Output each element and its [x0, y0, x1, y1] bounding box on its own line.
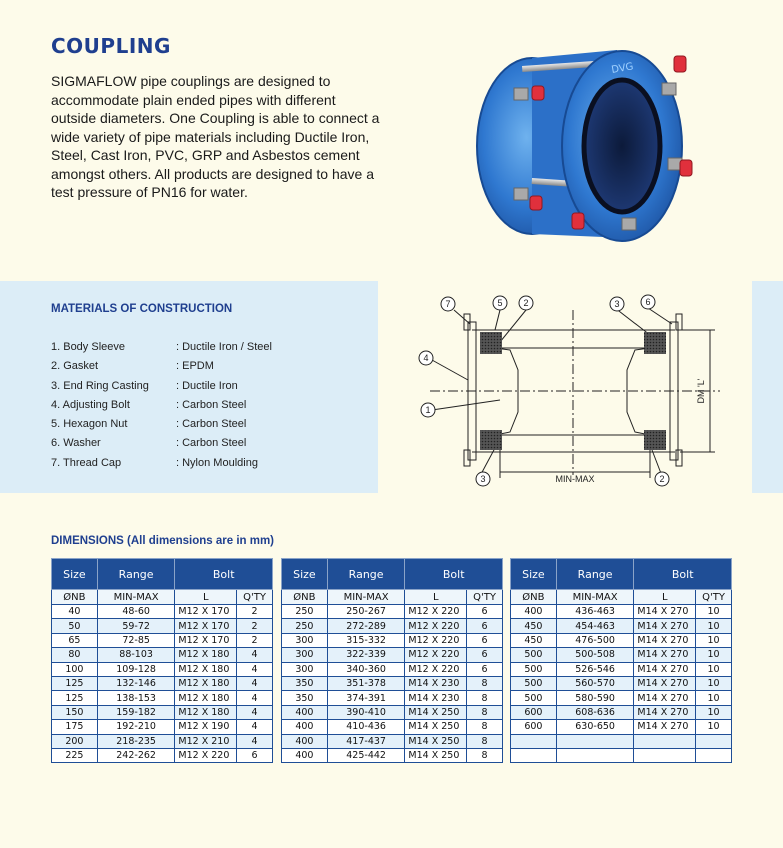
cell-size: 400 — [282, 734, 328, 748]
cell-qty: 4 — [237, 720, 273, 734]
callout-label: 7 — [445, 299, 451, 309]
cell-range: 390-410 — [327, 705, 405, 719]
cell-range: 192-210 — [97, 720, 175, 734]
header-bolt: Bolt — [175, 559, 273, 590]
cell-qty: 8 — [467, 720, 503, 734]
cell-range: 322-339 — [327, 648, 405, 662]
cell-bolt-length: M14 X 270 — [634, 705, 696, 719]
header-nb: ØNB — [282, 590, 328, 605]
table-row — [282, 676, 503, 690]
cell-range: 374-391 — [327, 691, 405, 705]
cell-range: 59-72 — [97, 619, 175, 633]
table-row — [52, 633, 273, 647]
cell-bolt-length: M14 X 230 — [405, 676, 467, 690]
intro-paragraph: SIGMAFLOW pipe couplings are designed to accommodate plain ended pipes with different outside diameters. One Coupling is able to connect a wide variety of pipe materials including Ductile Iron, Steel, Cast Iron, PVC, GRP and Asbestos cement amongst others. All products are designed to have a test pressure of PN16 for water. — [51, 73, 380, 200]
table-row — [511, 720, 732, 734]
cell-qty: 10 — [696, 662, 732, 676]
material-value: : Nylon Moulding — [176, 456, 258, 469]
header-size: Size — [282, 559, 328, 590]
cell-size: 300 — [282, 648, 328, 662]
cell-bolt-length: M12 X 190 — [175, 720, 237, 734]
cell-qty: 10 — [696, 676, 732, 690]
material-name: 4. Adjusting Bolt — [51, 398, 130, 411]
table-row — [52, 605, 273, 619]
material-name: 5. Hexagon Nut — [51, 418, 128, 431]
callout-label: 3 — [614, 299, 620, 309]
callout-label: 2 — [659, 474, 665, 484]
material-item — [51, 360, 272, 379]
cell-size: 250 — [282, 605, 328, 619]
cell-size: 150 — [52, 705, 98, 719]
cell-size: 225 — [52, 748, 98, 762]
cell-range: 425-442 — [327, 748, 405, 762]
table-row — [52, 748, 273, 762]
cell-size: 100 — [52, 662, 98, 676]
table-row — [282, 734, 503, 748]
header-length: L — [175, 590, 237, 605]
callout-label: 1 — [425, 405, 431, 415]
material-item — [51, 399, 272, 418]
dimensions-table — [510, 558, 732, 763]
cell-bolt-length: M12 X 180 — [175, 648, 237, 662]
cell-size — [511, 734, 557, 748]
callout-label: 5 — [497, 298, 503, 308]
cell-range: 218-235 — [97, 734, 175, 748]
cell-bolt-length: M14 X 250 — [405, 720, 467, 734]
cell-range: 250-267 — [327, 605, 405, 619]
dimensions-heading: DIMENSIONS (All dimensions are in mm) — [51, 535, 275, 547]
cell-size: 350 — [282, 691, 328, 705]
table-row — [511, 691, 732, 705]
cell-range: 351-378 — [327, 676, 405, 690]
cell-qty: 4 — [237, 734, 273, 748]
dimensions-table — [51, 558, 273, 763]
materials-heading: MATERIALS OF CONSTRUCTION — [51, 303, 233, 315]
cell-qty: 4 — [237, 648, 273, 662]
cell-size: 500 — [511, 676, 557, 690]
material-name: 6. Washer — [51, 437, 101, 450]
cell-range: 410-436 — [327, 720, 405, 734]
photo-embossed-text: DVG — [610, 61, 635, 76]
cell-size: 450 — [511, 633, 557, 647]
cell-bolt-length: M14 X 230 — [405, 691, 467, 705]
cell-bolt-length: M14 X 250 — [405, 748, 467, 762]
material-value: : Carbon Steel — [176, 437, 247, 450]
cell-size: 250 — [282, 619, 328, 633]
cell-size: 200 — [52, 734, 98, 748]
table-row — [52, 676, 273, 690]
dm-label: DM 'L' — [696, 378, 706, 404]
cell-bolt-length: M14 X 270 — [634, 605, 696, 619]
page-title: COUPLING — [51, 34, 171, 58]
cell-qty: 6 — [237, 748, 273, 762]
cell-size: 500 — [511, 648, 557, 662]
material-value: : Ductile Iron / Steel — [176, 341, 272, 353]
cell-bolt-length: M12 X 220 — [405, 605, 467, 619]
cell-qty — [696, 734, 732, 748]
table-row — [282, 605, 503, 619]
cell-bolt-length: M12 X 180 — [175, 705, 237, 719]
cell-qty: 2 — [237, 605, 273, 619]
table-row — [282, 619, 503, 633]
cell-range: 109-128 — [97, 662, 175, 676]
right-accent-band — [752, 281, 783, 493]
table-row — [52, 619, 273, 633]
callout-label: 4 — [423, 353, 429, 363]
cell-range: 608-636 — [556, 705, 634, 719]
cell-bolt-length: M12 X 180 — [175, 662, 237, 676]
header-nb: ØNB — [52, 590, 98, 605]
header-length: L — [634, 590, 696, 605]
material-value: : Carbon Steel — [176, 418, 247, 431]
header-qty: Q'TY — [237, 590, 273, 605]
table-row — [282, 691, 503, 705]
callout-label: 6 — [645, 297, 651, 307]
cell-qty — [696, 748, 732, 762]
cell-qty: 6 — [467, 648, 503, 662]
material-item — [51, 380, 272, 399]
cell-size — [511, 748, 557, 762]
cell-bolt-length: M12 X 220 — [175, 748, 237, 762]
material-value: : EPDM — [176, 360, 214, 373]
cell-bolt-length: M12 X 220 — [405, 662, 467, 676]
table-row — [52, 648, 273, 662]
cell-qty: 2 — [237, 619, 273, 633]
cell-qty: 6 — [467, 662, 503, 676]
cell-size: 65 — [52, 633, 98, 647]
header-qty: Q'TY — [467, 590, 503, 605]
table-row — [511, 605, 732, 619]
cell-size: 300 — [282, 662, 328, 676]
table-row — [511, 662, 732, 676]
table-row — [282, 633, 503, 647]
cell-size: 400 — [282, 705, 328, 719]
cell-size: 350 — [282, 676, 328, 690]
header-bolt: Bolt — [405, 559, 503, 590]
cell-qty: 6 — [467, 619, 503, 633]
cell-size: 80 — [52, 648, 98, 662]
cell-qty: 8 — [467, 676, 503, 690]
table-row — [511, 676, 732, 690]
cell-bolt-length: M12 X 180 — [175, 691, 237, 705]
cell-qty: 10 — [696, 605, 732, 619]
table-row — [511, 734, 732, 748]
cell-qty: 4 — [237, 691, 273, 705]
cell-qty: 10 — [696, 705, 732, 719]
cell-qty: 10 — [696, 720, 732, 734]
cell-size: 400 — [511, 605, 557, 619]
cell-qty: 2 — [237, 633, 273, 647]
cell-range: 72-85 — [97, 633, 175, 647]
cell-bolt-length: M12 X 220 — [405, 648, 467, 662]
header-size: Size — [52, 559, 98, 590]
table-row — [511, 705, 732, 719]
cell-bolt-length: M12 X 170 — [175, 619, 237, 633]
material-value: : Carbon Steel — [176, 398, 247, 411]
table-row — [52, 734, 273, 748]
cell-range: 159-182 — [97, 705, 175, 719]
cell-bolt-length: M14 X 270 — [634, 662, 696, 676]
cell-bolt-length: M14 X 250 — [405, 705, 467, 719]
header-range: Range — [327, 559, 405, 590]
material-name: 3. End Ring Casting — [51, 379, 149, 392]
cell-range: 132-146 — [97, 676, 175, 690]
header-size: Size — [511, 559, 557, 590]
materials-list — [51, 341, 272, 476]
coupling-photo — [462, 28, 698, 250]
table-row — [511, 748, 732, 762]
cell-bolt-length — [634, 734, 696, 748]
cell-range: 476-500 — [556, 633, 634, 647]
cell-qty: 4 — [237, 705, 273, 719]
material-value: : Ductile Iron — [176, 379, 238, 392]
minmax-label: MIN-MAX — [555, 474, 595, 484]
cell-size: 50 — [52, 619, 98, 633]
cell-bolt-length: M14 X 270 — [634, 648, 696, 662]
cell-bolt-length: M14 X 270 — [634, 691, 696, 705]
cell-size: 125 — [52, 676, 98, 690]
cell-qty: 8 — [467, 734, 503, 748]
cell-range: 436-463 — [556, 605, 634, 619]
cross-section-drawing — [400, 290, 745, 490]
cell-size: 400 — [282, 748, 328, 762]
header-minmax: MIN-MAX — [97, 590, 175, 605]
table-row — [511, 619, 732, 633]
header-range: Range — [97, 559, 175, 590]
callout-label: 2 — [523, 298, 529, 308]
table-row — [511, 633, 732, 647]
cell-range: 417-437 — [327, 734, 405, 748]
table-row — [282, 720, 503, 734]
cell-range: 272-289 — [327, 619, 405, 633]
cell-qty: 10 — [696, 691, 732, 705]
cell-qty: 8 — [467, 705, 503, 719]
cell-range — [556, 748, 634, 762]
cell-bolt-length: M14 X 270 — [634, 676, 696, 690]
header-length: L — [405, 590, 467, 605]
cell-bolt-length: M14 X 250 — [405, 734, 467, 748]
material-item — [51, 457, 272, 476]
cell-qty: 10 — [696, 619, 732, 633]
cell-range: 580-590 — [556, 691, 634, 705]
table-row — [52, 720, 273, 734]
header-nb: ØNB — [511, 590, 557, 605]
material-name: 7. Thread Cap — [51, 456, 122, 469]
cell-qty: 10 — [696, 648, 732, 662]
header-bolt: Bolt — [634, 559, 732, 590]
cell-bolt-length: M14 X 270 — [634, 720, 696, 734]
table-row — [52, 662, 273, 676]
table-row — [511, 648, 732, 662]
cell-qty: 10 — [696, 633, 732, 647]
material-item — [51, 437, 272, 456]
cell-bolt-length: M12 X 220 — [405, 633, 467, 647]
cell-qty: 4 — [237, 676, 273, 690]
cell-bolt-length: M12 X 170 — [175, 633, 237, 647]
cell-size: 600 — [511, 720, 557, 734]
table-row — [282, 748, 503, 762]
cell-range: 340-360 — [327, 662, 405, 676]
cell-bolt-length: M12 X 180 — [175, 676, 237, 690]
cell-range: 48-60 — [97, 605, 175, 619]
callout-label: 3 — [480, 474, 486, 484]
material-item — [51, 341, 272, 360]
cell-qty: 8 — [467, 748, 503, 762]
cell-bolt-length: M12 X 210 — [175, 734, 237, 748]
cell-size: 500 — [511, 662, 557, 676]
cell-bolt-length: M12 X 220 — [405, 619, 467, 633]
cell-qty: 6 — [467, 633, 503, 647]
table-row — [282, 705, 503, 719]
cell-bolt-length: M12 X 170 — [175, 605, 237, 619]
material-name: 1. Body Sleeve — [51, 341, 125, 353]
cell-size: 400 — [282, 720, 328, 734]
cell-range: 88-103 — [97, 648, 175, 662]
cell-size: 175 — [52, 720, 98, 734]
cell-bolt-length: M14 X 270 — [634, 633, 696, 647]
cell-bolt-length — [634, 748, 696, 762]
cell-range: 315-332 — [327, 633, 405, 647]
material-name: 2. Gasket — [51, 360, 99, 373]
cell-size: 500 — [511, 691, 557, 705]
cell-range: 138-153 — [97, 691, 175, 705]
table-row — [52, 691, 273, 705]
cell-size: 600 — [511, 705, 557, 719]
cell-range — [556, 734, 634, 748]
cell-qty: 4 — [237, 662, 273, 676]
header-minmax: MIN-MAX — [556, 590, 634, 605]
cell-range: 560-570 — [556, 676, 634, 690]
cell-range: 500-508 — [556, 648, 634, 662]
cell-size: 300 — [282, 633, 328, 647]
cell-qty: 6 — [467, 605, 503, 619]
cell-size: 125 — [52, 691, 98, 705]
header-qty: Q'TY — [696, 590, 732, 605]
dimensions-table — [281, 558, 503, 763]
cell-bolt-length: M14 X 270 — [634, 619, 696, 633]
material-item — [51, 418, 272, 437]
table-row — [282, 648, 503, 662]
cell-size: 40 — [52, 605, 98, 619]
cell-size: 450 — [511, 619, 557, 633]
header-minmax: MIN-MAX — [327, 590, 405, 605]
table-row — [52, 705, 273, 719]
header-range: Range — [556, 559, 634, 590]
cell-range: 454-463 — [556, 619, 634, 633]
cell-range: 630-650 — [556, 720, 634, 734]
cell-range: 526-546 — [556, 662, 634, 676]
cell-qty: 8 — [467, 691, 503, 705]
table-row — [282, 662, 503, 676]
cell-range: 242-262 — [97, 748, 175, 762]
